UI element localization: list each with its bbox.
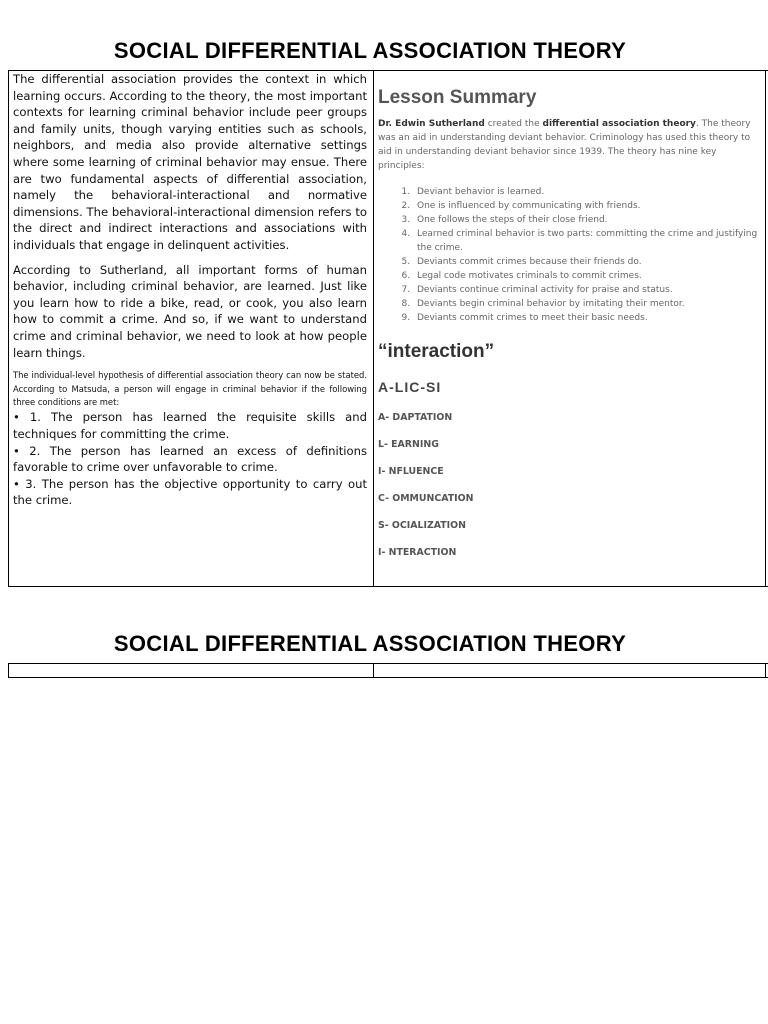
- intro-name: Dr. Edwin Sutherland: [378, 119, 485, 129]
- column-divider: [373, 71, 374, 586]
- right-column: [378, 71, 758, 566]
- acronym-item: C- OMMUNCATION: [378, 493, 474, 504]
- lesson-summary-intro: [378, 117, 758, 173]
- principle-item: 5. Deviants commit crimes because their friends do.: [413, 255, 758, 269]
- acronym-item: L- EARNING: [378, 439, 439, 450]
- condition-item: • 1. The person has learned the requisite skills and techniques for committing the crime.: [13, 410, 367, 441]
- paragraph-context: The differential association provides the context in which learning occurs. According to the theory, the most important contexts for learning criminal behavior include peer groups and family units, though varying entities such as schools, neighbors, and media also provide alternative settings where some learning of criminal behavior may ensue. There are two fundamental aspects of differential association, namely the behavioral-interactional and normative dimensions. The behavioral-interactional dimension refers to the direct and indirect interactions and associations with individuals that engage in delinquent activities.: [13, 72, 367, 252]
- principle-item: 7. Deviants continue criminal activity for praise and status.: [413, 283, 758, 297]
- acronym-item: S- OCIALIZATION: [378, 520, 466, 531]
- content-table-empty: [8, 663, 768, 678]
- content-table: [8, 70, 768, 587]
- paragraph-sutherland: According to Sutherland, all important forms of human behavior, including criminal behavior, are learned. Just like you learn how to ride a bike, read, or cook, you also learn how to commit a crime. And so, if we want to understand crime and criminal behavior, we need to look at how people learn things.: [13, 262, 367, 360]
- principle-item: 8. Deviants begin criminal behavior by imitating their mentor.: [413, 297, 758, 311]
- left-column: [13, 71, 367, 509]
- paragraph-hypothesis: The individual-level hypothesis of differential association theory can now be stated. According to Matsuda, a person will engage in criminal behavior if the following three conditions are met:: [13, 370, 367, 407]
- principle-item: 1. Deviant behavior is learned.: [413, 185, 758, 199]
- lesson-summary-heading: Lesson Summary: [378, 87, 537, 108]
- page-title-repeat: SOCIAL DIFFERENTIAL ASSOCIATION THEORY: [113, 631, 627, 656]
- page-title: SOCIAL DIFFERENTIAL ASSOCIATION THEORY: [113, 38, 627, 63]
- condition-item: • 3. The person has the objective opportunity to carry out the crime.: [13, 476, 367, 508]
- condition-item: • 2. The person has learned an excess of definitions favorable to crime over unfavorable to crime.: [13, 443, 367, 475]
- column-divider: [373, 664, 374, 677]
- intro-theory: differential association theory: [542, 119, 696, 129]
- principle-item: 9. Deviants commit crimes to meet their basic needs.: [413, 311, 758, 325]
- principle-item: 4. Learned criminal behavior is two parts: committing the crime and justifying the crime.: [413, 227, 758, 255]
- column-divider-right: [765, 71, 766, 586]
- principle-item: 6. Legal code motivates criminals to commit crimes.: [413, 269, 758, 283]
- interaction-heading: “interaction”: [378, 341, 495, 362]
- intro-rest: . The theory was an aid in understanding deviant behavior. Criminology has used this theory to aid in understanding deviant behavior since 1939. The theory has nine key principles:: [378, 119, 751, 171]
- principle-item: 3. One follows the steps of their close friend.: [413, 213, 758, 227]
- acronym-heading: A-LIC-SI: [378, 379, 442, 395]
- principles-list: [378, 185, 758, 325]
- column-divider-right: [765, 664, 766, 677]
- principle-item: 2. One is influenced by communicating with friends.: [413, 199, 758, 213]
- acronym-item: I- NFLUENCE: [378, 466, 444, 477]
- intro-mid: created the: [484, 119, 543, 129]
- acronym-item: I- NTERACTION: [378, 547, 457, 558]
- acronym-item: A- DAPTATION: [378, 412, 453, 423]
